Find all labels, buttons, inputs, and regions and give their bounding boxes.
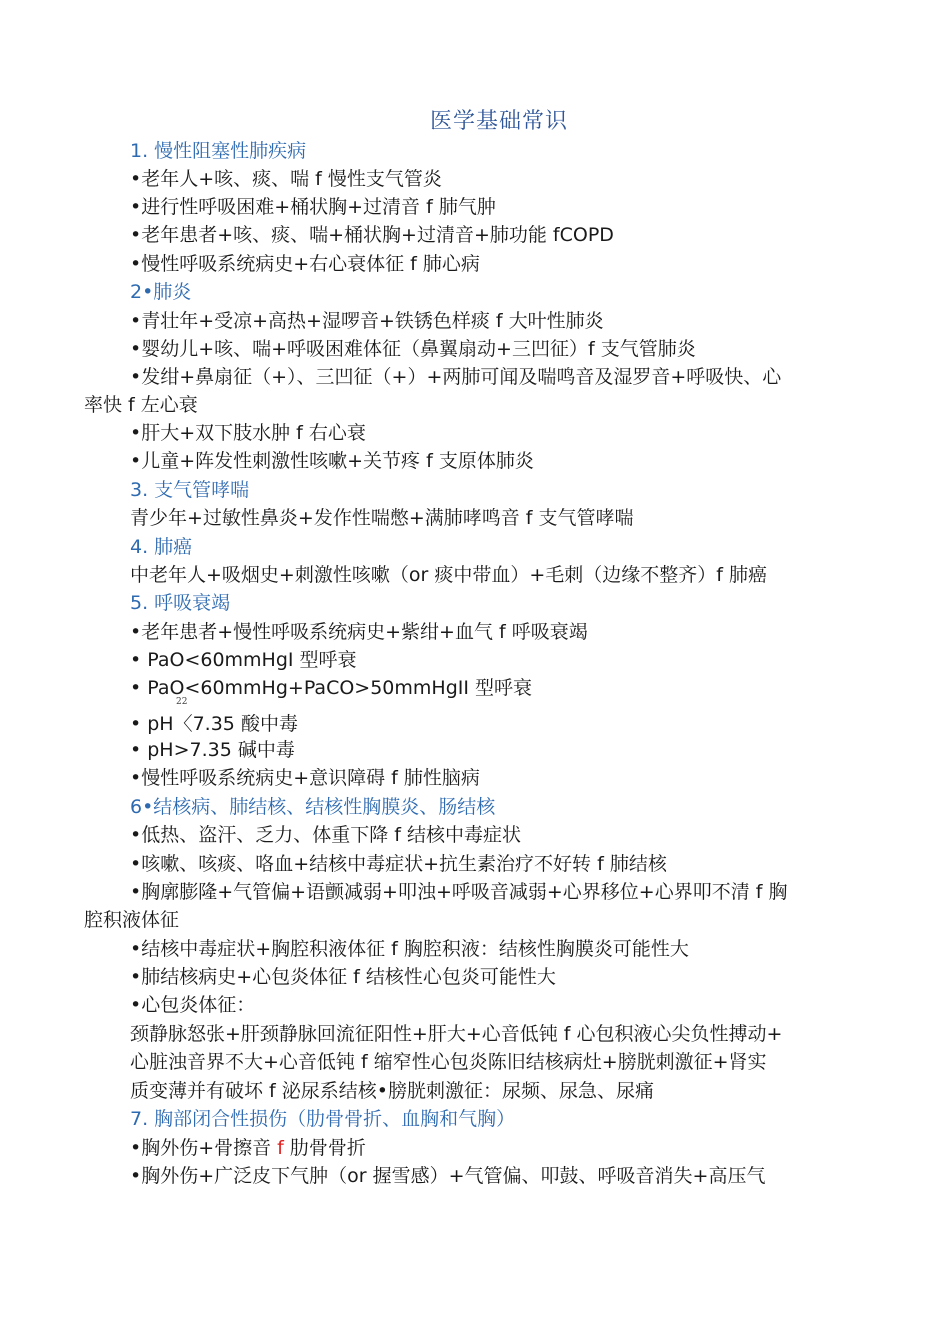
highlighted-text: f <box>277 1137 284 1159</box>
text-line: •发绀+鼻扇征（+）、三凹征（+）+两肺可闻及喘鸣音及湿罗音+呼吸快、心 <box>130 366 782 388</box>
text-line: •心包炎体征： <box>130 994 256 1016</box>
text-line: •老年患者+咳、痰、喘+桶状胸+过清音+肺功能 fCOPD <box>130 224 614 246</box>
text-line-continued: 率快 f 左心衰 <box>84 394 198 416</box>
text-line: •肺结核病史+心包炎体征 f 结核性心包炎可能性大 <box>130 966 556 988</box>
text-line: •低热、盗汗、乏力、体重下降 f 结核中毒症状 <box>130 824 521 846</box>
text-line: •胸外伤+广泛皮下气肿（or 握雪感）+气管偏、叩鼓、呼吸音消失+高压气 <box>130 1165 766 1187</box>
text-line: •老年患者+慢性呼吸系统病史+紫绀+血气 f 呼吸衰竭 <box>130 621 588 643</box>
subscript-label: 22 <box>176 697 188 707</box>
text-line: •慢性呼吸系统病史+右心衰体征 f 肺心病 <box>130 253 480 275</box>
section-heading-1: 1. 慢性阻塞性肺疾病 <box>130 140 307 162</box>
section-heading-4: 4. 肺癌 <box>130 536 193 558</box>
text-fragment: •胸外伤+骨擦音 <box>130 1137 278 1159</box>
section-heading-7: 7. 胸部闭合性损伤（肋骨骨折、血胸和气胸） <box>130 1108 516 1130</box>
text-line: • pH〈7.35 酸中毒 <box>130 713 298 735</box>
section-heading-5: 5. 呼吸衰竭 <box>130 592 231 614</box>
text-line <box>130 1134 890 1162</box>
section-heading-3: 3. 支气管哮喘 <box>130 479 250 501</box>
text-line: 质变薄并有破坏 f 泌尿系结核•膀胱刺激征：尿频、尿急、尿痛 <box>130 1080 654 1102</box>
text-line: 心脏浊音界不大+心音低钝 f 缩窄性心包炎陈旧结核病灶+膀胱刺激征+肾实 <box>130 1051 767 1073</box>
text-line-continued: 腔积液体征 <box>84 909 180 931</box>
text-line: •慢性呼吸系统病史+意识障碍 f 肺性脑病 <box>130 767 480 789</box>
text-line: • PaO<60mmHgI 型呼衰 <box>130 649 357 671</box>
text-line: •肝大+双下肢水肿 f 右心衰 <box>130 422 366 444</box>
text-line: •结核中毒症状+胸腔积液体征 f 胸腔积液：结核性胸膜炎可能性大 <box>130 938 689 960</box>
text-line: •青壮年+受凉+高热+湿啰音+铁锈色样痰 f 大叶性肺炎 <box>130 310 604 332</box>
text-line: 中老年人+吸烟史+刺激性咳嗽（or 痰中带血）+毛刺（边缘不整齐）f 肺癌 <box>130 564 767 586</box>
text-line: •咳嗽、咳痰、咯血+结核中毒症状+抗生素治疗不好转 f 肺结核 <box>130 853 667 875</box>
text-line: • pH>7.35 碱中毒 <box>130 739 295 761</box>
text-line: •胸廓膨隆+气管偏+语颤减弱+叩浊+呼吸音减弱+心界移位+心界叩不清 f 胸 <box>130 881 788 903</box>
text-line: •婴幼儿+咳、喘+呼吸困难体征（鼻翼扇动+三凹征）f 支气管肺炎 <box>130 338 696 360</box>
text-line: • PaO<60mmHg+PaCO>50mmHgII 型呼衰 <box>130 677 533 699</box>
text-fragment: 肋骨骨折 <box>283 1137 366 1159</box>
text-line: •进行性呼吸困难+桶状胸+过清音 f 肺气肿 <box>130 196 496 218</box>
section-heading-6: 6•结核病、肺结核、结核性胸膜炎、肠结核 <box>130 796 496 818</box>
text-line: •老年人+咳、痰、喘 f 慢性支气管炎 <box>130 168 442 190</box>
text-line: •儿童+阵发性刺激性咳嗽+关节疼 f 支原体肺炎 <box>130 450 534 472</box>
text-line: 颈静脉怒张+肝颈静脉回流征阳性+肝大+心音低钝 f 心包积液心尖负性搏动+ <box>130 1023 783 1045</box>
page-title: 医学基础常识 <box>429 109 568 134</box>
text-line: 青少年+过敏性鼻炎+发作性喘憋+满肺哮鸣音 f 支气管哮喘 <box>130 507 634 529</box>
section-heading-2: 2•肺炎 <box>130 281 192 303</box>
